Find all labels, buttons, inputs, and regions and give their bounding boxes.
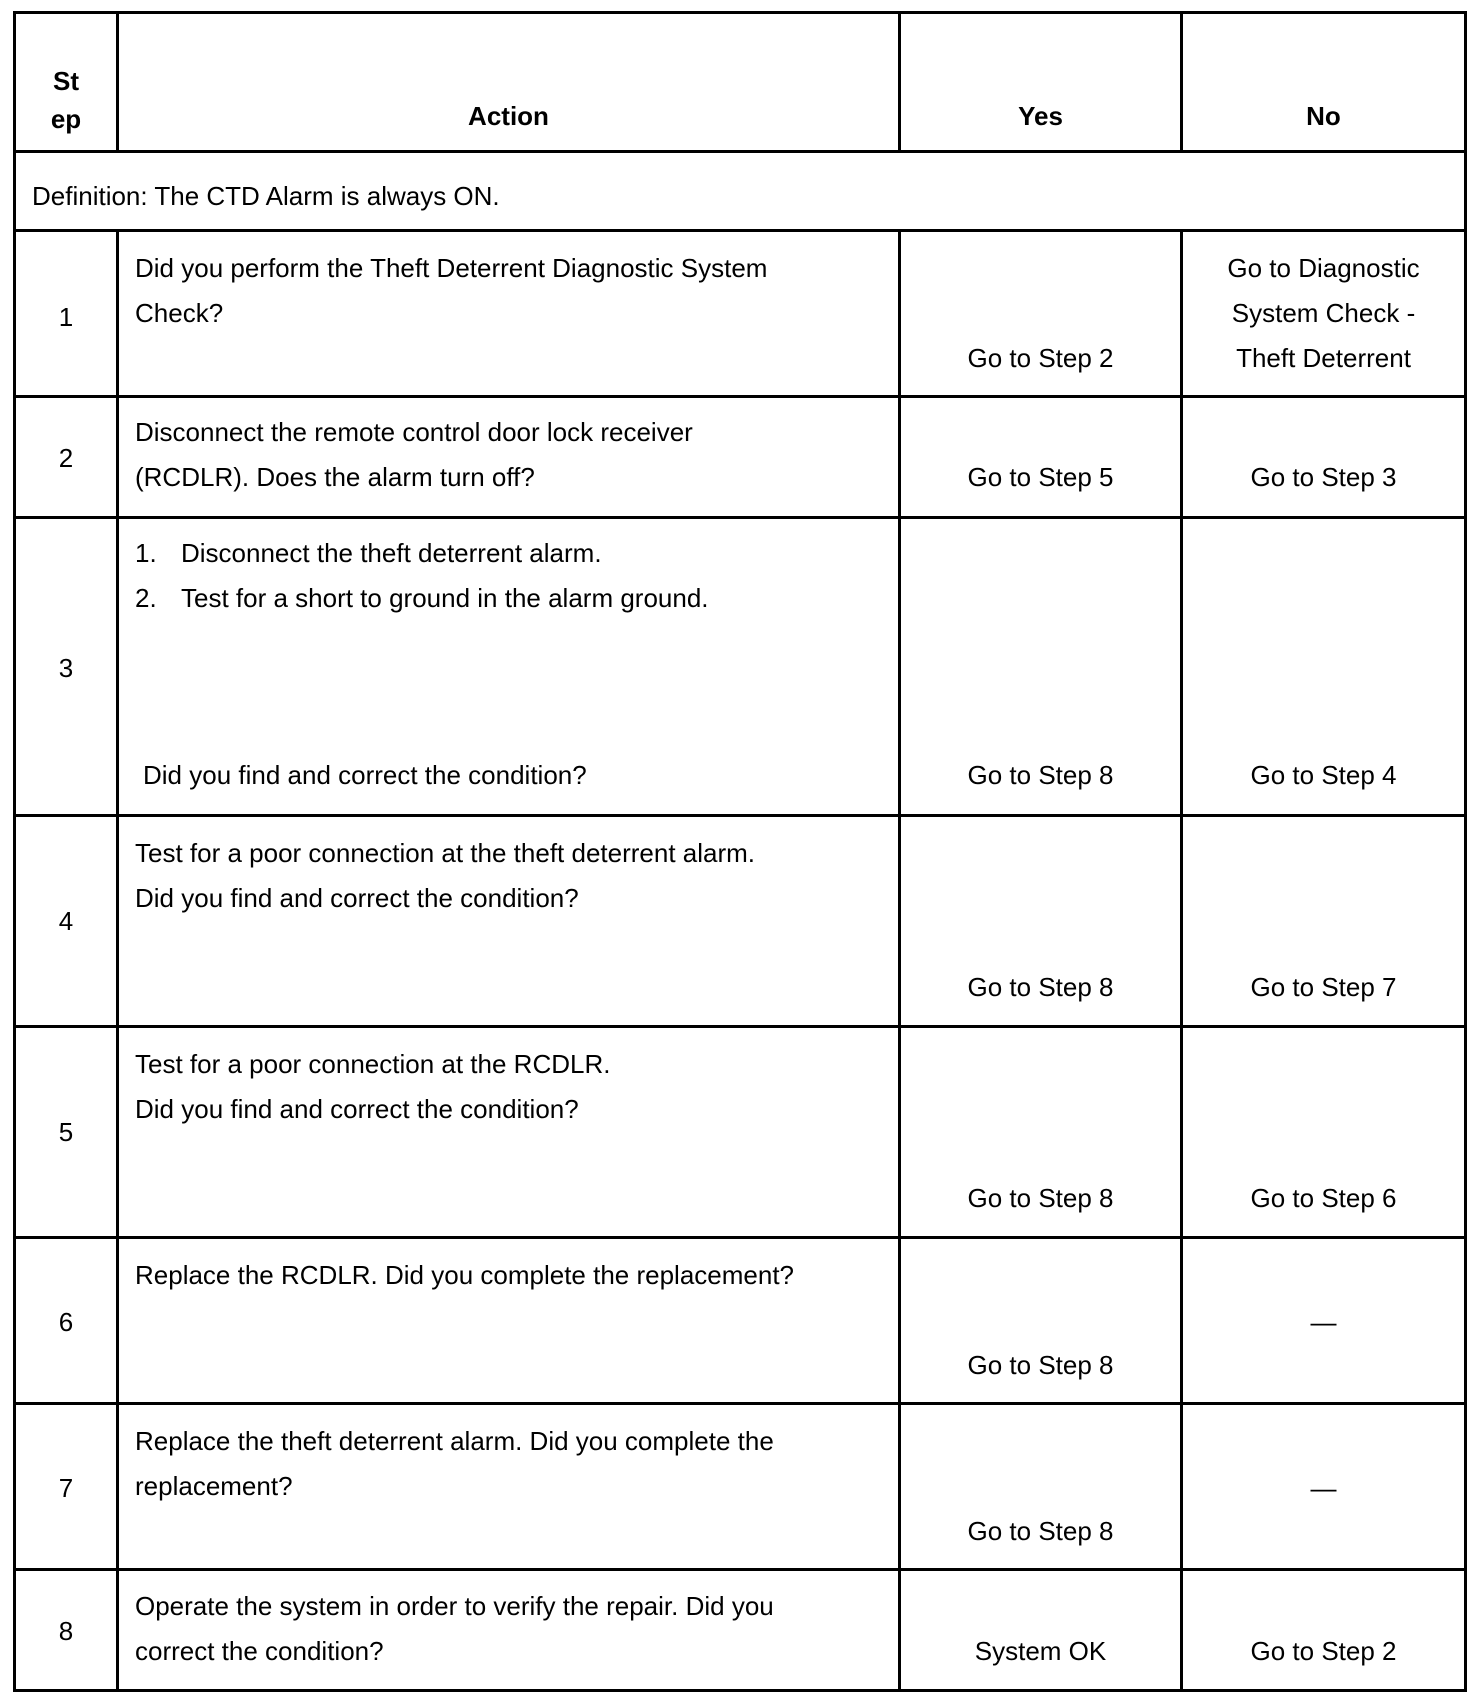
no-cell: Go to Step 3: [1182, 397, 1466, 518]
step-number: 6: [15, 1238, 118, 1404]
list-item: 1. Disconnect the theft deterrent alarm.: [135, 538, 602, 568]
definition-row: [15, 152, 1466, 231]
list-item: 2. Test for a short to ground in the alarm ground.: [135, 583, 709, 613]
header-yes: Yes: [900, 13, 1182, 152]
step-number: 3: [15, 518, 118, 816]
definition-text: Definition: The CTD Alarm is always ON.: [32, 181, 500, 211]
no-cell: —: [1182, 1404, 1466, 1570]
definition-cell: [15, 152, 1466, 231]
step-number: 1: [15, 231, 118, 397]
no-cell: Go to Diagnostic System Check - Theft Deterrent: [1182, 231, 1466, 397]
yes-cell: System OK: [900, 1570, 1182, 1691]
action-cell: Replace the RCDLR. Did you complete the replacement?: [118, 1238, 900, 1404]
yes-cell: Go to Step 8: [900, 1027, 1182, 1238]
step-number: 4: [15, 816, 118, 1027]
yes-cell: Go to Step 8: [900, 1404, 1182, 1570]
header-row: [15, 13, 1466, 152]
yes-cell: Go to Step 8: [900, 1238, 1182, 1404]
action-cell: Replace the theft deterrent alarm. Did you complete the replacement?: [118, 1404, 900, 1570]
action-cell: Operate the system in order to verify the repair. Did you correct the condition?: [118, 1570, 900, 1691]
no-cell: Go to Step 4: [1182, 518, 1466, 816]
action-cell: Test for a poor connection at the theft deterrent alarm. Did you find and correct the condition?: [118, 816, 900, 1027]
action-cell: Test for a poor connection at the RCDLR. Did you find and correct the condition?: [118, 1027, 900, 1238]
yes-cell: Go to Step 2: [900, 231, 1182, 397]
header-step-line1: St: [53, 66, 79, 96]
yes-cell: Go to Step 8: [900, 816, 1182, 1027]
step-number: 7: [15, 1404, 118, 1570]
table-row: [15, 1238, 1466, 1404]
step-number: 5: [15, 1027, 118, 1238]
header-step-line2: ep: [50, 104, 82, 134]
step-number: 8: [15, 1570, 118, 1691]
header-no: No: [1182, 13, 1466, 152]
diagnostic-table: [13, 11, 1467, 1692]
step-number: 2: [15, 397, 118, 518]
no-cell: —: [1182, 1238, 1466, 1404]
table-row: [15, 1027, 1466, 1238]
no-cell: Go to Step 7: [1182, 816, 1466, 1027]
table-row: [15, 397, 1466, 518]
action-cell: [118, 518, 900, 816]
action-question: Did you find and correct the condition?: [143, 760, 587, 790]
no-cell: Go to Step 2: [1182, 1570, 1466, 1691]
table-row: [15, 518, 1466, 816]
table-row: [15, 816, 1466, 1027]
no-cell: Go to Step 6: [1182, 1027, 1466, 1238]
action-cell: Did you perform the Theft Deterrent Diagnostic System Check?: [118, 231, 900, 397]
action-cell: Disconnect the remote control door lock receiver (RCDLR). Does the alarm turn off?: [118, 397, 900, 518]
header-action: Action: [118, 13, 900, 152]
yes-cell: Go to Step 5: [900, 397, 1182, 518]
header-step: [15, 13, 118, 152]
yes-cell: Go to Step 8: [900, 518, 1182, 816]
table-row: [15, 1404, 1466, 1570]
table-row: [15, 1570, 1466, 1691]
table-row: [15, 231, 1466, 397]
